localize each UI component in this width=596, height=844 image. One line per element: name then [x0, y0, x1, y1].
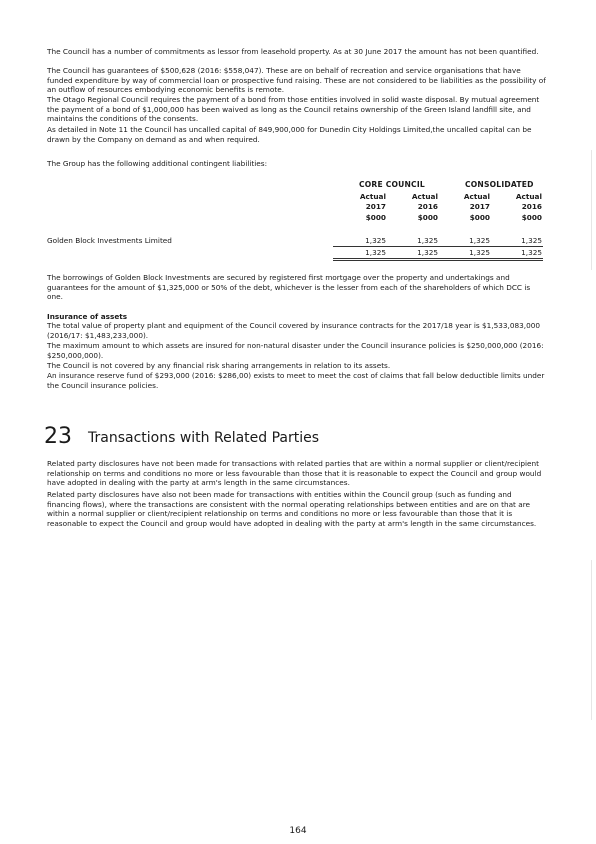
subtotal-rule — [333, 246, 543, 247]
col1-actual: Actual — [359, 192, 386, 201]
related-parties-paragraph-2: Related party disclosures have also not been made for transactions with entities within the Council group (such as funding and financing flows), where the transactions are consistent with the normal operating relationships between entities and are on that are within a normal supplier or client/recipient relationship on terms and conditions no more or less favourable than those that it is reasonable to expect the Council and group would have adopted in dealing with the party at arm's length in the same circumstances. — [47, 490, 537, 528]
col4-year: 2016 — [521, 202, 542, 211]
guarantees-paragraph: The Council has guarantees of $500,628 (2016: $558,047). These are on behalf of recreation and service organisations that have funded expenditure by way of commercial loan or prospective fund raising. These are not considered to be liabilities as the possibility of an outflow of resources embodying economic benefits is remote. — [47, 66, 546, 95]
insurance-paragraph-2: The maximum amount to which assets are insured for non-natural disaster under the Council insurance policies is $250,000,000 (2016: $250,000,000). — [47, 341, 544, 360]
borrowings-paragraph: The borrowings of Golden Block Investments are secured by registered first mortgage over the property and undertakings and guarantees for the amount of $1,325,000 or 50% of the debt, whichever is the lesser from each of the shareholders of which DCC is one. — [47, 273, 531, 302]
insurance-paragraph-1: The total value of property plant and equipment of the Council covered by insurance contracts for the 2017/18 year is $1,533,083,000 (2016/17: $1,483,233,000). — [47, 321, 540, 340]
section-number: 23 — [44, 424, 72, 449]
col3-unit: $000 — [469, 213, 490, 222]
row-value: 1,325 — [365, 236, 386, 245]
total-value: 1,325 — [521, 248, 542, 257]
col1-year: 2017 — [365, 202, 386, 211]
row-label: Golden Block Investments Limited — [47, 236, 172, 245]
core-council-header: CORE COUNCIL — [359, 180, 425, 189]
group-intro-paragraph: The Group has the following additional contingent liabilities: — [47, 159, 268, 168]
total-rule-2 — [333, 260, 543, 261]
col2-year: 2016 — [417, 202, 438, 211]
row-value: 1,325 — [417, 236, 438, 245]
consolidated-header: CONSOLIDATED — [465, 180, 534, 189]
total-rule-1 — [333, 258, 543, 259]
col3-year: 2017 — [469, 202, 490, 211]
row-value: 1,325 — [521, 236, 542, 245]
col2-unit: $000 — [417, 213, 438, 222]
related-parties-paragraph-1: Related party disclosures have not been made for transactions with related parties that are within a normal supplier or client/recipient relationship on terms and conditions no more or less favourable than those that it is reasonable to expect the Council and group would have adopted in dealing with the party at arm's length in the same circumstances. — [47, 459, 542, 488]
col4-unit: $000 — [521, 213, 542, 222]
bond-paragraph: The Otago Regional Council requires the payment of a bond from those entities involved in solid waste disposal. By mutual agreement the payment of a bond of $1,000,000 has been waived as long as the Council retains ownership of the Green Island landfill site, and maintains the conditions of the consents. — [47, 95, 540, 124]
col3-actual: Actual — [463, 192, 490, 201]
section-title: Transactions with Related Parties — [88, 430, 320, 446]
insurance-paragraph-3: The Council is not covered by any financial risk sharing arrangements in relation to its assets. — [47, 361, 391, 370]
uncalled-capital-paragraph: As detailed in Note 11 the Council has uncalled capital of 849,900,000 for Dunedin City Holdings Limited,the uncalled capital can be drawn by the Company on demand as and when required. — [47, 125, 532, 144]
scan-edge-mark — [591, 150, 592, 270]
col4-actual: Actual — [515, 192, 542, 201]
total-value: 1,325 — [365, 248, 386, 257]
row-value: 1,325 — [469, 236, 490, 245]
col1-unit: $000 — [365, 213, 386, 222]
total-value: 1,325 — [469, 248, 490, 257]
col2-actual: Actual — [411, 192, 438, 201]
page-number: 164 — [289, 826, 307, 836]
insurance-heading: Insurance of assets — [47, 312, 128, 321]
total-value: 1,325 — [417, 248, 438, 257]
leases-paragraph: The Council has a number of commitments as lessor from leasehold property. As at 30 June 2017 the amount has not been quantified. — [47, 47, 539, 56]
insurance-paragraph-4: An insurance reserve fund of $293,000 (2016: $286,00) exists to meet to meet the cost of claims that fall below deductible limits under the Council insurance policies. — [47, 371, 545, 390]
scan-edge-mark — [591, 560, 592, 720]
